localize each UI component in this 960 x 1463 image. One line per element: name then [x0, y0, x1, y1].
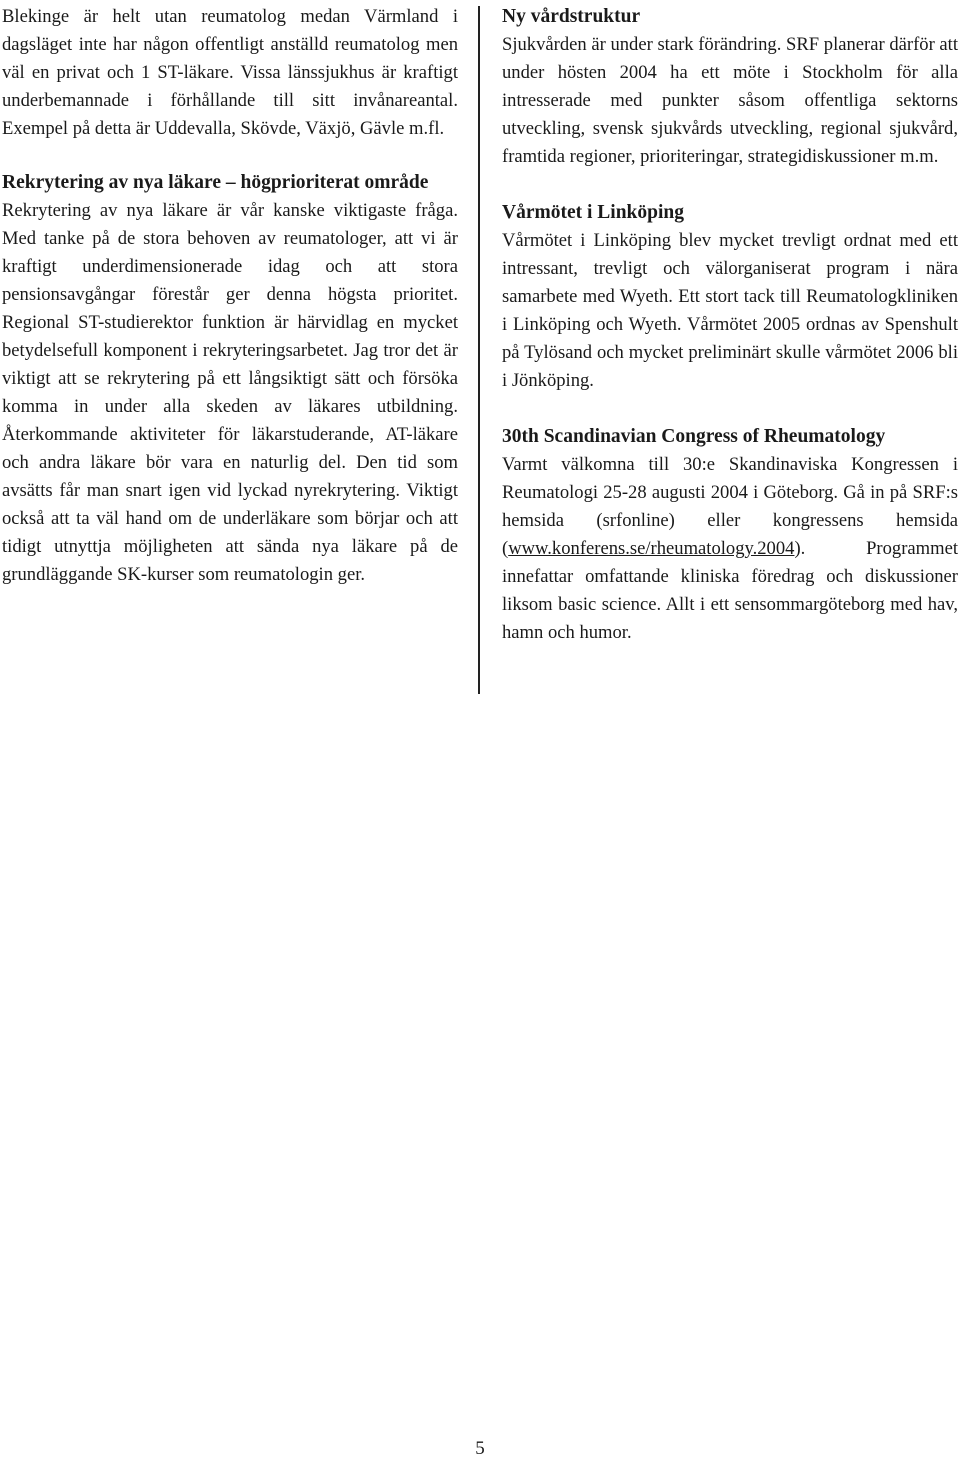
page-number: 5 [475, 1438, 485, 1459]
left-column [2, 3, 458, 589]
spring-meeting-heading: Vårmötet i Linköping [502, 202, 685, 223]
spring-meeting-paragraph: Vårmötet i Linköping blev mycket trevligt ordnat med ett intressant, trevligt och välorganiserat program i nära samarbete med Wyeth. Ett stort tack till Reumatologkliniken i Linköping och Wyeth. Vårmötet 2005 ordnas av Spenshult på Tylösand och mycket preliminärt skulle vårmötet 2006 bli i Jönköping. [502, 230, 958, 391]
recruitment-paragraph: Rekrytering av nya läkare är vår kanske viktigaste fråga. Med tanke på de stora behoven av reumatologer, att vi är kraftigt underdimensionerade idag och att stora pensionsavgångar förestår ger denna högsta prioritet. Regional ST-studierektor funktion är härvidlag en mycket betydelsefull komponent i rekryteringsarbetet. Jag tror det är viktigt att se rekrytering på ett långsiktigt sätt och försöka komma in under alla skeden av läkares utbildning. Återkommande aktiviteter för läkarstuderande, AT-läkare och andra läkare bör vara en naturlig del. Den tid som avsätts får man snart igen vid lyckad nyrekrytering. Viktigt också att ta väl hand om de underläkare som börjar och att tidigt utnyttja möjligheten att sända nya läkare på de grundläggande SK-kurser som reumatologin ger. [2, 200, 458, 585]
recruitment-heading: Rekrytering av nya läkare – högprioriterat område [2, 172, 429, 193]
care-structure-heading: Ny vårdstruktur [502, 6, 641, 27]
right-column [502, 3, 958, 647]
congress-paragraph [502, 451, 958, 647]
intro-paragraph: Blekinge är helt utan reumatolog medan Värmland i dagsläget inte har någon offentligt anställd reumatolog men väl en privat och 1 ST-läkare. Vissa länssjukhus är kraftigt underbemannade i förhållande till sitt invånareantal. Exempel på detta är Uddevalla, Skövde, Växjö, Gävle m.fl. [2, 6, 458, 139]
congress-text-before-link: Varmt välkomna till 30:e Skandinaviska Kongressen i Reumatologi 25-28 augusti 2004 i Göteborg. Gå in på SRF:s hemsida (srfonline) eller kongressens hemsida ( [502, 454, 958, 559]
care-structure-paragraph: Sjukvården är under stark förändring. SRF planerar därför att under hösten 2004 ha ett möte i Stockholm för alla intresserade med punkter såsom offentliga sektorns utveckling, svensk sjukvårds utveckling, regional sjukvård, framtida regioner, prioriteringar, strategidiskussioner m.m. [502, 34, 958, 167]
congress-heading: 30th Scandinavian Congress of Rheumatology [502, 426, 886, 447]
column-divider [478, 6, 480, 694]
congress-website-link[interactable]: www.konferens.se/rheumatology.2004 [508, 538, 795, 559]
congress-text-after-link: ). Programmet innefattar omfattande kliniska föredrag och diskussioner liksom basic science. Allt i ett sensommargöteborg med hav, hamn och humor. [502, 538, 958, 643]
